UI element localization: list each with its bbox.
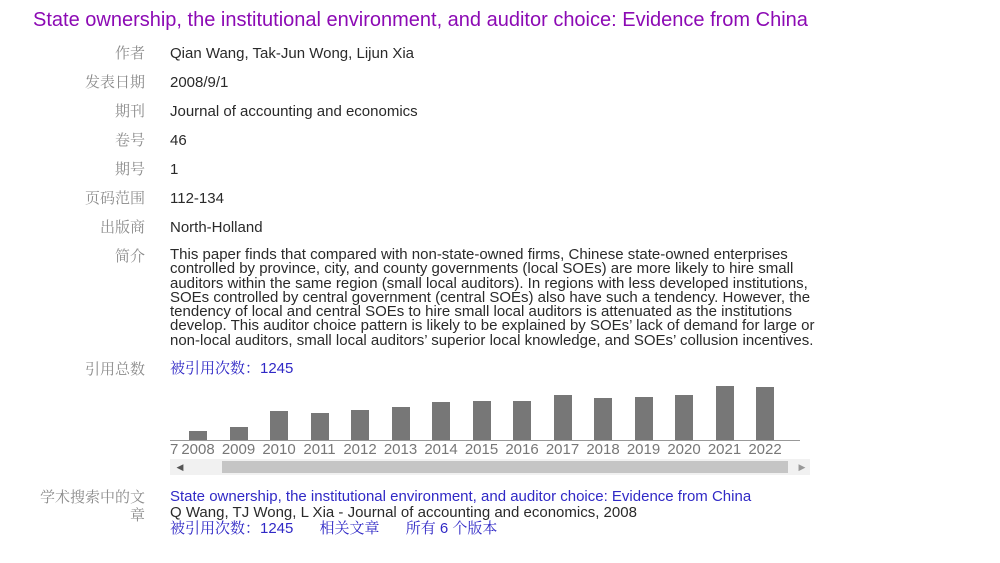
citation-bar-2016[interactable] [513, 401, 531, 440]
citation-bar-2012[interactable] [351, 410, 369, 440]
row-total-citations [33, 361, 1000, 475]
citation-bar-2010[interactable] [270, 411, 288, 440]
publisher-label: 出版商 [99, 219, 145, 236]
year-tick-2010: 2010 [262, 441, 296, 459]
year-tick-2017: 2017 [545, 441, 580, 459]
citation-chart-xlabels [170, 441, 800, 457]
scrollbar-right-arrow-icon[interactable]: ▶ [798, 462, 806, 473]
year-tick-2008: 2008 [181, 441, 215, 459]
pub-date-value: 2008/9/1 [170, 74, 229, 91]
chart-horizontal-scrollbar[interactable] [170, 459, 810, 475]
citation-chart-plot [170, 378, 800, 441]
total-citations-label: 引用总数 [84, 361, 145, 379]
row-pages [33, 190, 1000, 208]
citation-bar-2022[interactable] [756, 387, 774, 440]
all-versions-link[interactable]: 所有 6 个版本 [405, 520, 498, 538]
citation-bar-2009[interactable] [230, 427, 248, 440]
year-tick-2011: 2011 [303, 441, 336, 459]
row-scholar-articles [33, 489, 1000, 537]
row-pub-date [33, 74, 1000, 92]
year-tick-2021: 2021 [707, 441, 742, 459]
scholar-cited-by-link[interactable]: 被引用次数：1245 [170, 520, 294, 538]
year-tick-2014: 2014 [424, 441, 458, 459]
row-publisher [33, 219, 1000, 237]
citation-bar-2011[interactable] [311, 413, 329, 440]
year-tick-2009: 2009 [221, 441, 256, 459]
row-authors [33, 45, 1000, 63]
year-tick-2019: 2019 [626, 441, 661, 459]
description-value: This paper finds that compared with non-state-owned firms, Chinese state-owned enterprises controlled by province, city, and county governments (local SOEs) are more likely to hire small auditors within the same region (small local auditors). In regions with less developed institutions, SOEs controlled by central government (central SOEs) also have such a tendency. However, the tendency of local and central SOEs to hire small local auditors is attenuated as the institutions develop. This auditor choice pattern is likely to be explained by SOEs’ lack of demand for large or non-local auditors, small local auditors’ superior local knowledge, and SOEs’ collusion incentives. [170, 246, 815, 349]
citation-bar-2015[interactable] [473, 401, 491, 440]
row-volume [33, 132, 1000, 150]
journal-value: Journal of accounting and economics [170, 103, 418, 120]
citation-bar-2014[interactable] [432, 402, 450, 440]
related-articles-link[interactable]: 相关文章 [319, 520, 380, 538]
citations-per-year-chart [170, 378, 800, 457]
year-tick-2013: 2013 [383, 441, 418, 459]
year-tick-2012: 2012 [343, 441, 377, 459]
year-tick-2015: 2015 [464, 441, 499, 459]
citation-bar-2008[interactable] [189, 431, 207, 440]
row-journal [33, 103, 1000, 121]
citation-bar-2021[interactable] [716, 386, 734, 440]
citation-bar-2017[interactable] [554, 395, 572, 440]
row-issue [33, 161, 1000, 179]
citation-bar-2018[interactable] [594, 398, 612, 440]
pub-date-label: 发表日期 [84, 74, 145, 91]
pages-label: 页码范围 [84, 190, 145, 207]
authors-value: Qian Wang, Tak-Jun Wong, Lijun Xia [170, 45, 415, 62]
issue-label: 期号 [114, 161, 145, 178]
year-tick-2018: 2018 [586, 441, 620, 459]
year-tick-2016: 2016 [505, 441, 539, 459]
volume-label: 卷号 [114, 132, 145, 149]
journal-label: 期刊 [114, 103, 145, 120]
issue-value: 1 [170, 161, 179, 178]
citation-bar-2013[interactable] [392, 407, 410, 440]
year-tick-2022: 2022 [748, 441, 782, 459]
scrollbar-thumb[interactable] [222, 461, 788, 473]
publisher-value: North-Holland [170, 219, 263, 236]
scrollbar-left-arrow-icon[interactable]: ◀ [176, 462, 184, 473]
year-tick-2020: 2020 [667, 441, 701, 459]
description-label: 简介 [114, 248, 145, 265]
volume-value: 46 [170, 132, 187, 149]
pages-value: 112-134 [170, 190, 224, 207]
scholar-articles-label: 学术搜索中的文章 [39, 489, 145, 525]
authors-label: 作者 [114, 45, 145, 62]
article-title-link[interactable]: State ownership, the institutional environment, and auditor choice: Evidence from China [33, 9, 808, 31]
citation-bar-2020[interactable] [675, 395, 693, 440]
scholar-article-byline: Q Wang, TJ Wong, L Xia - Journal of accounting and economics, 2008 [170, 504, 637, 522]
citation-bar-2019[interactable] [635, 397, 653, 440]
scholar-article-title-link[interactable]: State ownership, the institutional environment, and auditor choice: Evidence from China [170, 488, 752, 506]
cited-by-link[interactable]: 被引用次数：1245 [170, 360, 294, 378]
xlabel-partial-2007: 7 [170, 441, 179, 459]
row-description [33, 248, 1000, 348]
